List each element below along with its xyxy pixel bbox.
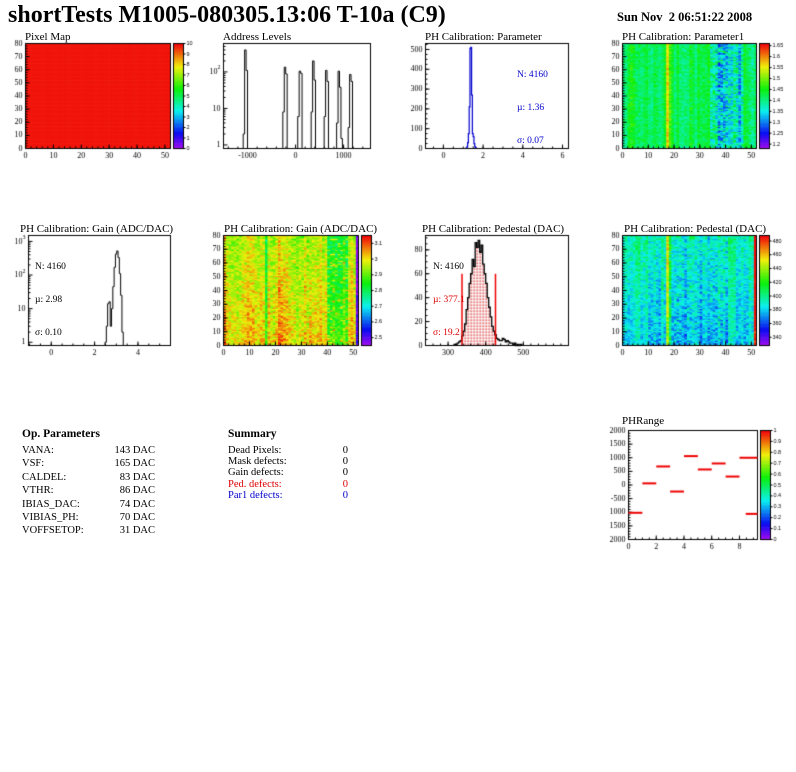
op-param-label: VANA: xyxy=(22,445,54,456)
ph-pedestal-hist-plot xyxy=(400,216,600,358)
op-param-row xyxy=(22,458,155,471)
phrange-plot xyxy=(600,413,796,553)
summary-value: 0 xyxy=(342,445,348,456)
op-param-label: IBIAS_DAC: xyxy=(22,498,80,510)
ph-parameter-statbox xyxy=(517,48,548,169)
panel-ph-gain-hist xyxy=(0,216,200,358)
panel-address-levels xyxy=(200,30,400,162)
panel-ph-parameter xyxy=(400,30,600,162)
op-param-row xyxy=(22,525,155,538)
summary-block xyxy=(228,428,348,501)
summary-value: 0 xyxy=(342,456,348,468)
op-param-row xyxy=(22,512,155,525)
panel-pixel-map xyxy=(0,30,200,162)
op-parameters-heading: Op. Parameters xyxy=(22,428,100,440)
stat-line: σ: 19.2 xyxy=(433,328,460,338)
op-param-value: 31 DAC xyxy=(119,525,155,537)
op-param-value: 86 DAC xyxy=(119,485,155,497)
stat-line: µ: 1.36 xyxy=(517,103,545,113)
ph-gain-statbox xyxy=(35,240,66,361)
op-param-row xyxy=(22,472,155,485)
summary-label: Mask defects: xyxy=(228,456,287,468)
ph-pedestal-statbox xyxy=(433,240,465,361)
op-param-value: 70 DAC xyxy=(119,511,155,523)
stat-line: N: 4160 xyxy=(517,70,548,80)
ph-gain-hist-plot xyxy=(0,216,200,358)
stat-line: σ: 0.07 xyxy=(517,136,544,146)
summary-label: Dead Pixels: xyxy=(228,445,282,456)
op-param-value: 165 DAC xyxy=(114,458,155,470)
stat-line: N: 4160 xyxy=(35,262,66,272)
op-param-label: CALDEL: xyxy=(22,471,67,483)
op-param-row xyxy=(22,445,155,458)
stat-line: σ: 0.10 xyxy=(35,328,62,338)
op-param-value: 83 DAC xyxy=(119,471,155,483)
ph-pedestal-map-plot xyxy=(600,216,796,358)
summary-row xyxy=(228,456,348,467)
page-title: shortTests M1005-080305.13:06 T-10a (C9) xyxy=(8,2,446,28)
summary-value: 0 xyxy=(342,467,348,479)
op-param-label: VSF: xyxy=(22,458,45,470)
op-param-label: VOFFSETOP: xyxy=(22,525,84,537)
op-param-value: 74 DAC xyxy=(119,498,155,510)
summary-label: Ped. defects: xyxy=(228,478,282,490)
summary-row xyxy=(228,490,348,501)
address-levels-plot xyxy=(200,30,400,162)
summary-value: 0 xyxy=(342,478,348,490)
op-parameters-block xyxy=(22,428,155,539)
panel-ph-pedestal-hist xyxy=(400,216,600,358)
summary-row xyxy=(228,479,348,490)
timestamp: Sun Nov 2 06:51:22 2008 xyxy=(617,10,753,24)
panel-ph-parameter1-map xyxy=(600,30,796,162)
op-param-row xyxy=(22,485,155,498)
stat-line: µ: 2.98 xyxy=(35,295,63,305)
stat-line: N: 4160 xyxy=(433,262,464,272)
summary-heading: Summary xyxy=(228,428,277,440)
ph-parameter-plot xyxy=(400,30,600,162)
summary-label: Par1 defects: xyxy=(228,489,283,501)
op-param-value: 143 DAC xyxy=(114,445,155,456)
summary-row xyxy=(228,467,348,478)
summary-value: 0 xyxy=(342,489,348,501)
ph-gain-map-plot xyxy=(200,216,400,358)
panel-ph-gain-map xyxy=(200,216,400,358)
op-param-label: VIBIAS_PH: xyxy=(22,511,79,523)
panel-ph-pedestal-map xyxy=(600,216,796,358)
pixel-map-plot xyxy=(0,30,200,162)
stat-line: µ: 377.1 xyxy=(433,295,465,305)
ph-parameter1-map-plot xyxy=(600,30,796,162)
summary-row xyxy=(228,445,348,456)
panel-phrange xyxy=(600,413,796,553)
op-param-label: VTHR: xyxy=(22,485,54,497)
op-param-row xyxy=(22,499,155,512)
summary-label: Gain defects: xyxy=(228,467,284,479)
